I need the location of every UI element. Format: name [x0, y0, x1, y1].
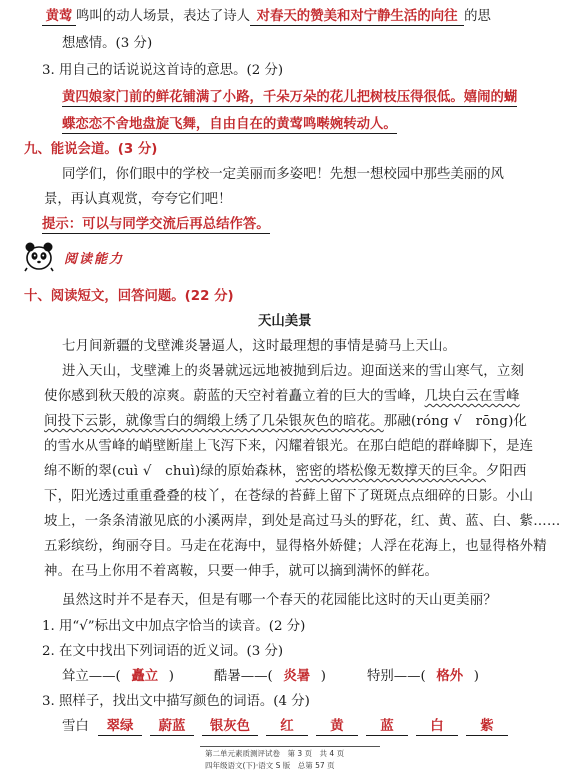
synonym-item [214, 668, 367, 686]
synonym-item [367, 668, 479, 686]
q9-body-line2: 景，再认真观赏，夸夸它们吧！ [44, 192, 232, 207]
q8-sub3-answer-line2 [62, 116, 397, 134]
reading-banner-label: 阅读能力 [64, 252, 125, 267]
q9-body-line1: 同学们，你们眼中的学校一定美丽而多姿吧！先想一想校园中那些美丽的风 [62, 167, 504, 182]
answer-text: 矗立 [131, 669, 159, 684]
q10-sub1: 1. 用“√”标出文中加点字恰当的读音。(2 分) [42, 619, 306, 634]
color-answer: 蔚蓝 [150, 719, 194, 736]
text: 夕阳西 [485, 464, 527, 479]
text: 使你感到秋天般的凉爽。蔚蓝的天空衬着矗立着的巨大的雪峰， [44, 389, 425, 404]
passage-p2-l3 [44, 413, 527, 431]
text: 那融(róng √ rōng)化 [383, 414, 528, 429]
passage-p3: 虽然这时并不是春天，但是有哪一个春天的花园能比这时的天山更美丽？ [62, 593, 497, 608]
text: 特别——( [367, 669, 426, 684]
text: ) [473, 669, 480, 684]
color-answer: 蓝 [366, 719, 408, 736]
q9-tip [42, 216, 270, 234]
passage-p2-l7: 坡上，一条条清澈见底的小溪两岸，到处是高过马头的野花，红、黄、蓝、白、紫…… [44, 514, 561, 529]
passage-title: 天山美景 [258, 314, 312, 329]
wavy-underline-text: 几块白云在雪峰 [424, 389, 520, 404]
passage-p2-l6: 下，阳光透过重重叠叠的枝丫，在苍绿的苔藓上留下了斑斑点点细碎的日影。小山 [44, 489, 534, 504]
q8-sub3-answer-line1 [62, 89, 517, 107]
text: 鸣叫的动人场景，表达了诗人 [76, 9, 251, 24]
answer-text: 蝶恋恋不舍地盘旋飞舞，自由自在的黄莺鸣啭婉转动人。 [62, 117, 397, 132]
answer-huangying: 黄莺 [42, 9, 76, 26]
wavy-underline-text: 间投下云影，就像雪白的绸缎上绣了几朵银灰色的暗花。 [44, 414, 384, 429]
text: 的思 [464, 9, 491, 24]
q10-sub3: 3. 照样子，找出文中描写颜色的词语。(4 分) [42, 694, 310, 709]
text: 酷暑——( [214, 669, 273, 684]
answer-text: 炎暑 [283, 669, 311, 684]
color-answer: 翠绿 [98, 719, 142, 736]
synonym-row [62, 668, 479, 686]
q8-sub3: 3. 用自己的话说说这首诗的意思。(2 分) [42, 63, 284, 78]
passage-p2-l2 [44, 388, 520, 406]
passage-p2-l1: 进入天山，戈壁滩上的炎暑就远远地被抛到后边。迎面送来的雪山寒气，立刻 [62, 364, 525, 379]
wavy-underline-text: 密密的塔松像无数撑天的巨伞。 [295, 464, 486, 479]
passage-p1: 七月间新疆的戈壁滩炎暑逼人，这时最理想的事情是骑马上天山。 [62, 339, 457, 354]
passage-p2-l9: 神。在马上你用不着离鞍，只要一伸手，就可以摘到满怀的鲜花。 [44, 564, 439, 579]
color-answer: 紫 [466, 719, 508, 736]
tip-text: 提示：可以与同学交流后再总结作答。 [42, 217, 270, 232]
text: ) [320, 669, 327, 684]
text: ) [168, 669, 175, 684]
q10-title: 十、阅读短文，回答问题。(22 分) [24, 289, 234, 304]
footer-line1: 第二单元素质测评试卷 第 3 页 共 4 页 [205, 749, 345, 758]
passage-p2-l4: 的雪水从雪峰的峭壁断崖上飞泻下来，闪耀着银光。在那白皑皑的群峰脚下，是连 [44, 439, 534, 454]
text: 耸立——( [62, 669, 121, 684]
q10-sub2: 2. 在文中找出下列词语的近义词。(3 分) [42, 644, 284, 659]
q8-line2: 想感情。(3 分) [62, 36, 153, 51]
passage-p2-l8: 五彩缤纷，绚丽夺目。马走在花海中，显得格外娇健；人浮在花海上，也显得格外精 [44, 539, 547, 554]
answer-feelings: 对春天的赞美和对宁静生活的向往 [250, 9, 464, 26]
synonym-item [62, 668, 214, 686]
q9-title: 九、能说会道。(3 分) [24, 142, 158, 157]
color-answer: 白 [416, 719, 458, 736]
color-answer: 红 [266, 719, 308, 736]
reading-banner [22, 240, 182, 272]
q8-line1 [42, 8, 491, 26]
color-answer: 银灰色 [202, 719, 258, 736]
footer-divider [200, 746, 380, 747]
text: 绵不断的翠(cuì √ chuì)绿的原始森林， [44, 464, 296, 479]
passage-p2-l5 [44, 463, 527, 481]
answer-text: 黄四娘家门前的鲜花铺满了小路，千朵万朵的花儿把树枝压得很低。嬉闹的蝴 [62, 90, 518, 105]
color-answer: 黄 [316, 719, 358, 736]
color-words-row [62, 718, 508, 736]
example-word: 雪白 [62, 719, 89, 734]
panda-icon [22, 240, 56, 272]
answer-text: 格外 [436, 669, 464, 684]
footer-line2: 四年级语文(下)·语文 S 版 总第 57 页 [205, 761, 335, 770]
